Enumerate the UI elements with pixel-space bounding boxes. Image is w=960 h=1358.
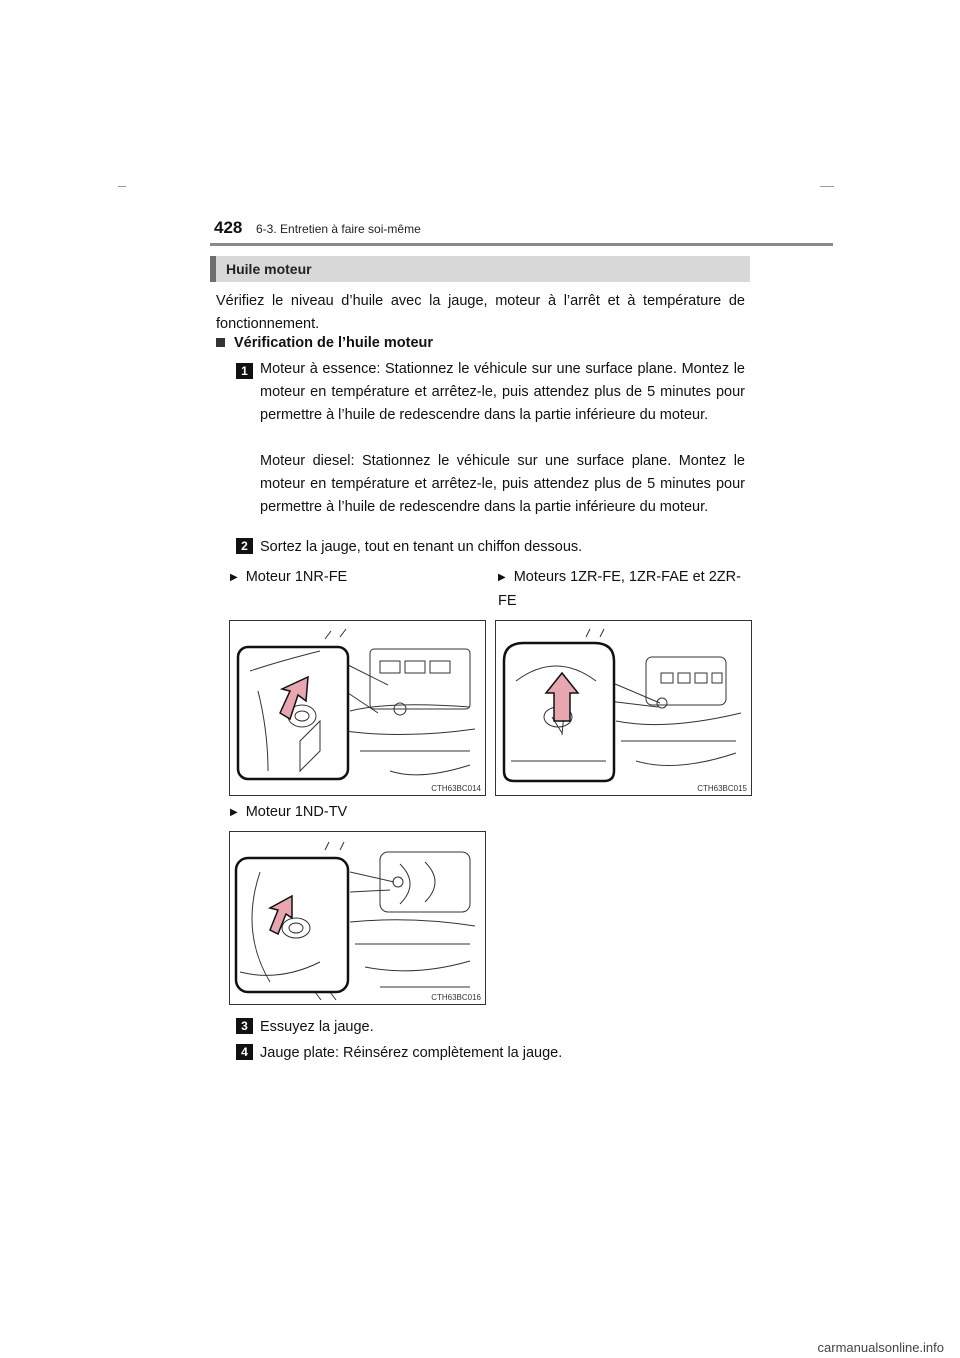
triangle-bullet-icon: ▶ — [498, 572, 506, 583]
engine-illustration-zr — [496, 621, 751, 795]
figure-code-015: CTH63BC015 — [697, 784, 747, 793]
figure-engine-zr — [495, 620, 752, 796]
step-2-text: Sortez la jauge, tout en tenant un chiffon dessous. — [260, 539, 583, 555]
section-bar-marker — [210, 256, 216, 282]
step-1-text-diesel: Moteur diesel: Stationnez le véhicule sur une surface plane. Montez le moteur en température et arrêtez-le, puis attendez plus de 5 minutes pour permettre à l’huile de redescendre dans la partie inférieure du moteur. — [260, 453, 745, 515]
engine-illustration-1nr — [230, 621, 485, 795]
step-number-3: 3 — [236, 1018, 253, 1034]
triangle-bullet-icon: ▶ — [230, 572, 238, 583]
page-number: 428 — [214, 218, 243, 237]
footer-watermark[interactable]: carmanualsonline.info — [817, 1340, 944, 1355]
section-title: Huile moteur — [226, 261, 312, 277]
figure-code-016: CTH63BC016 — [431, 993, 481, 1002]
subsection-heading — [216, 335, 433, 351]
engine-illustration-1nd — [230, 832, 485, 1004]
figure-engine-1nd — [229, 831, 486, 1005]
subsection-title: Vérification de l’huile moteur — [234, 335, 434, 351]
figure-label-1nr: ▶ Moteur 1NR-FE — [230, 569, 348, 585]
step-4-text: Jauge plate: Réinsérez complètement la jauge. — [260, 1045, 563, 1061]
header-rule — [210, 243, 833, 246]
figure-label-1nd: ▶ Moteur 1ND-TV — [230, 804, 348, 820]
figure-code-014: CTH63BC014 — [431, 784, 481, 793]
figure-label-zr: ▶ Moteurs 1ZR-FE, 1ZR-FAE et 2ZR-FE — [498, 569, 741, 609]
section-title-bar — [210, 256, 750, 282]
step-3-text: Essuyez la jauge. — [260, 1019, 374, 1035]
section-reference: 6-3. Entretien à faire soi-même — [256, 222, 421, 236]
step-1-text-petrol: Moteur à essence: Stationnez le véhicule sur une surface plane. Montez le moteur en température et arrêtez-le, puis attendez plus de 5 minutes pour permettre à l’huile de redescendre dans la partie inférieure du moteur. — [260, 361, 745, 423]
crop-mark-right — [820, 186, 834, 187]
step-number-1: 1 — [236, 363, 253, 379]
figure-engine-1nr — [229, 620, 486, 796]
crop-mark-left — [118, 186, 126, 187]
triangle-bullet-icon: ▶ — [230, 807, 238, 818]
step-number-4: 4 — [236, 1044, 253, 1060]
square-bullet-icon — [216, 338, 225, 347]
step-number-2: 2 — [236, 538, 253, 554]
intro-paragraph: Vérifiez le niveau d’huile avec la jauge, moteur à l’arrêt et à température de fonctionnement. — [216, 293, 745, 332]
